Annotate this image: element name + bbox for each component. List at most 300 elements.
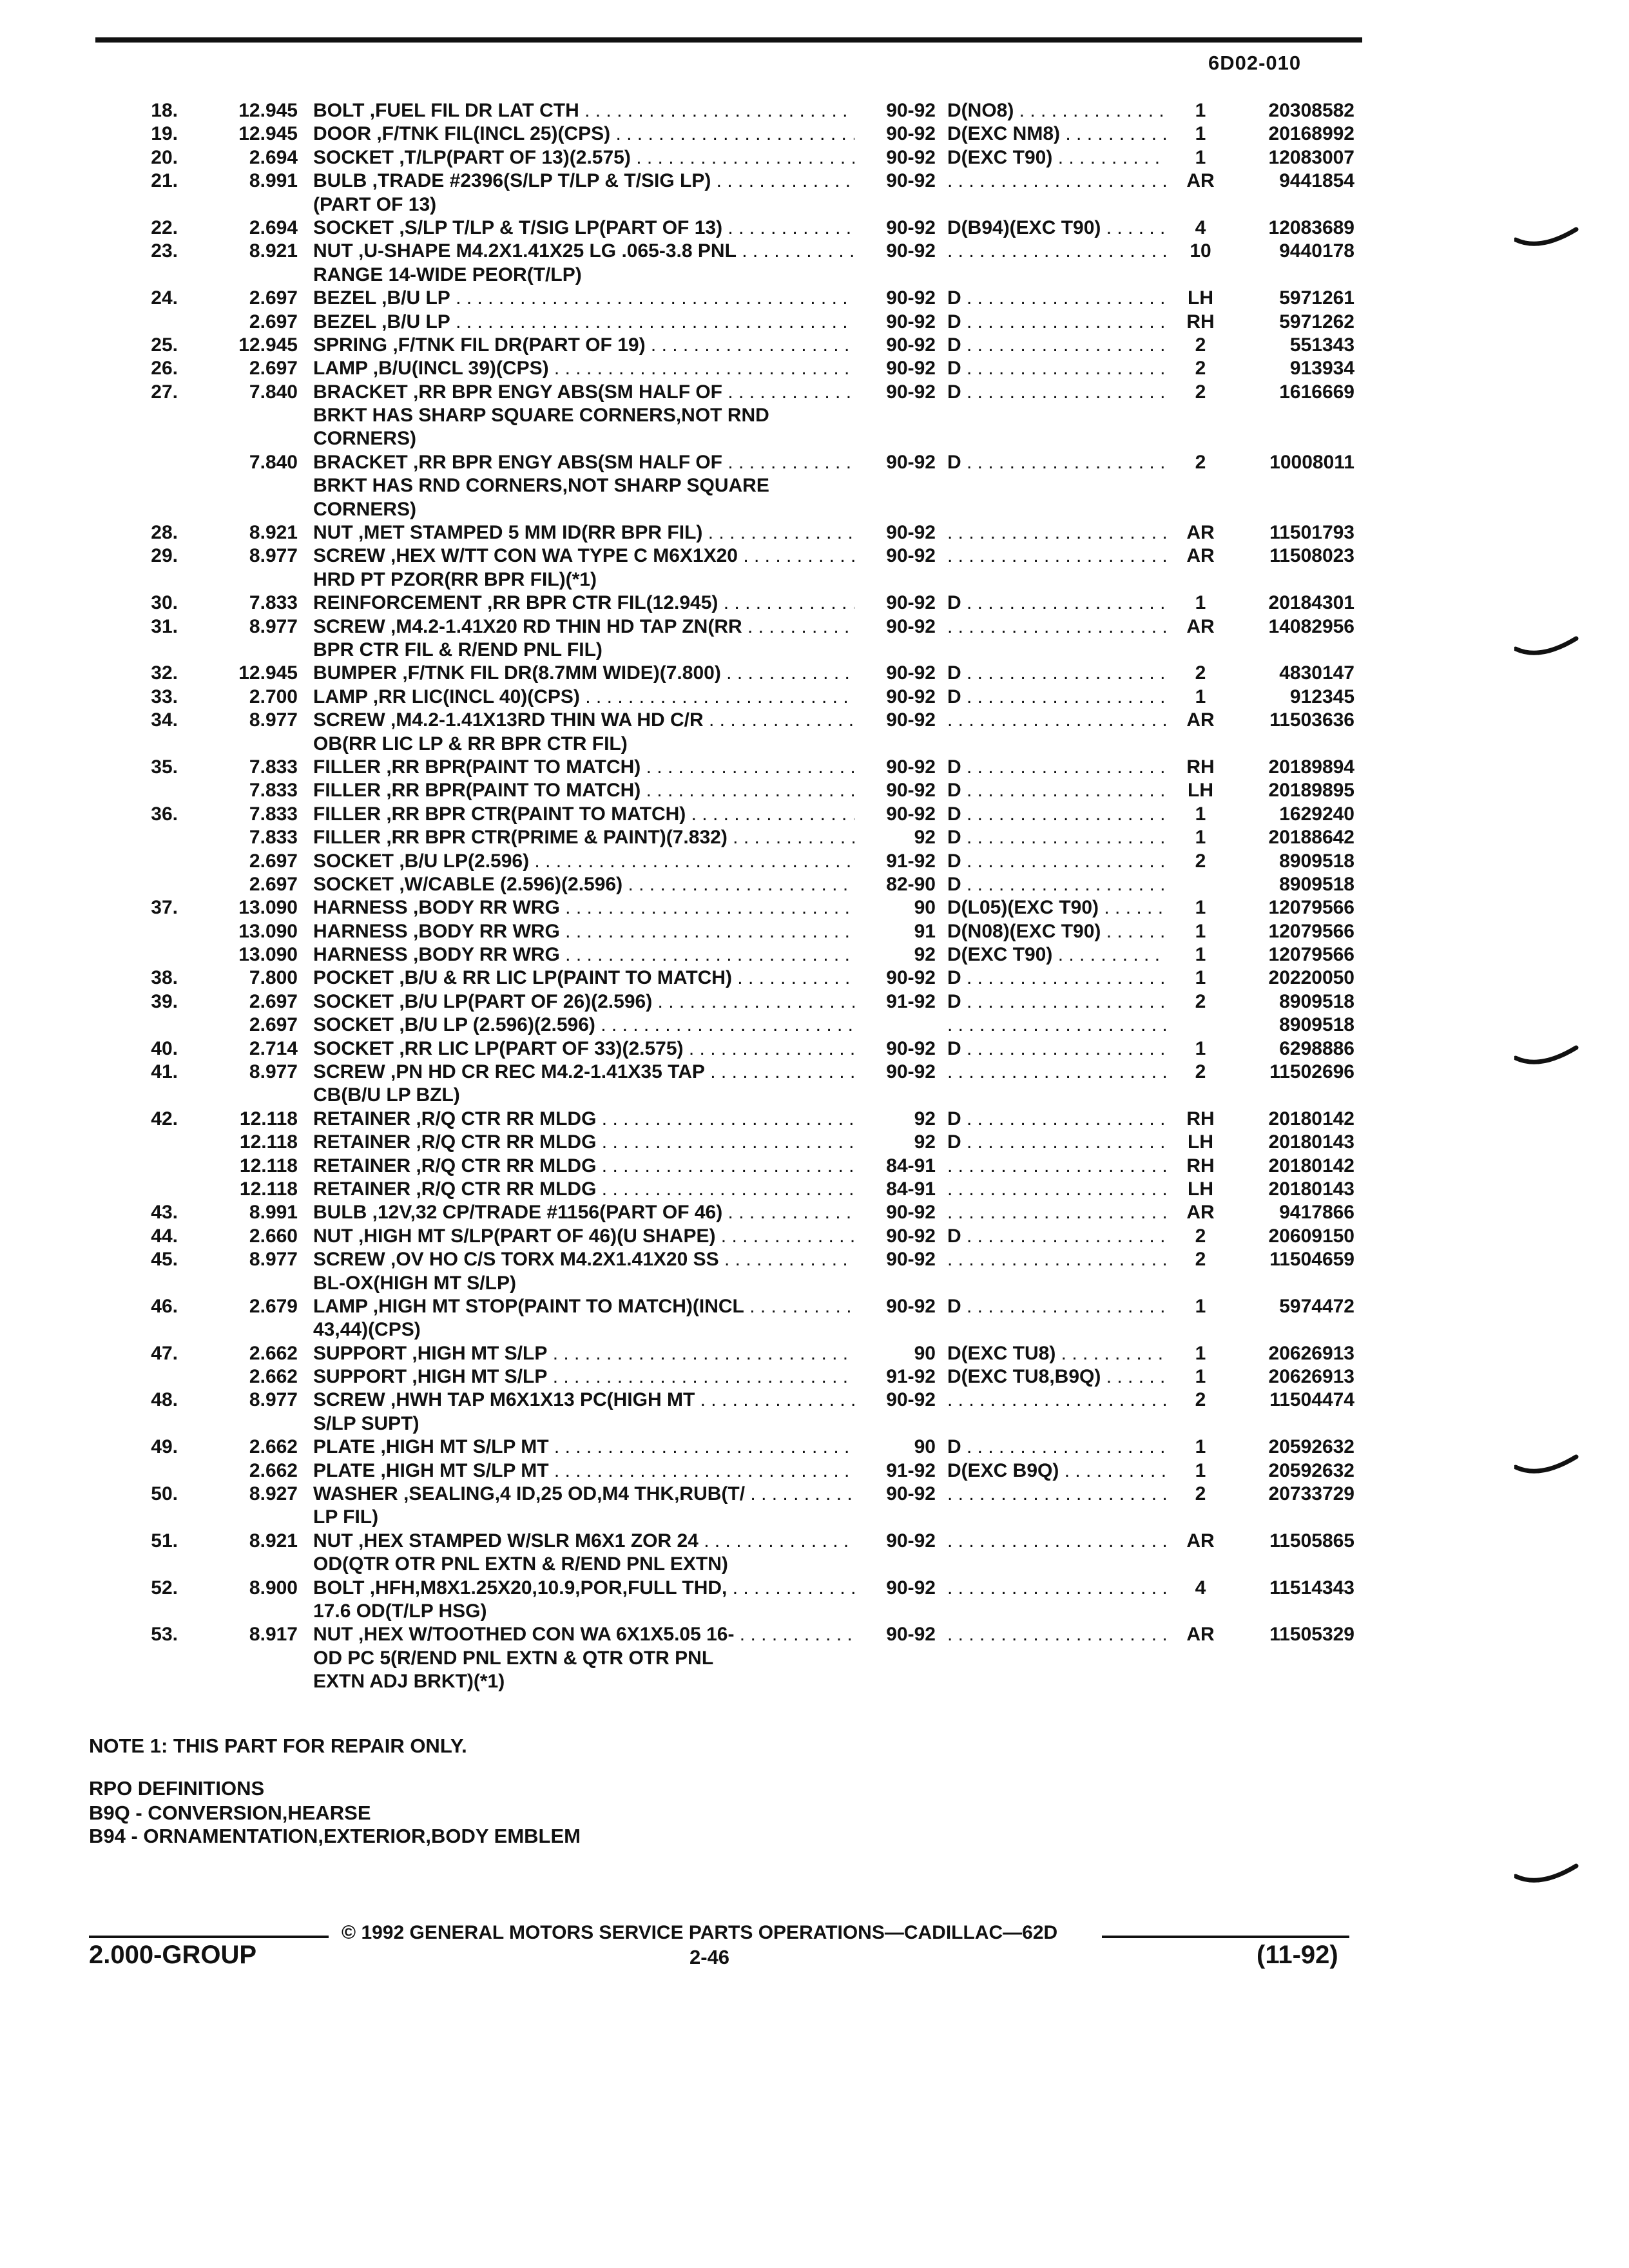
ref-number: 53. (151, 1624, 178, 1646)
part-number: 8909518 (1279, 873, 1354, 895)
part-description: NUT ,HEX STAMPED W/SLR M6X1 ZOR 24 . . . (313, 1530, 854, 1553)
table-row (0, 850, 1629, 873)
ref-number: 47. (151, 1342, 178, 1364)
part-description: BPR CTR FIL & R/END PNL FIL) (313, 639, 602, 660)
table-row-continuation (0, 1318, 1629, 1341)
group-number: 7.833 (249, 827, 298, 849)
rpo-code (947, 544, 1166, 568)
part-description: SOCKET ,S/LP T/LP & T/SIG LP(PART OF 13) . . . (313, 216, 854, 240)
rpo-code: D(EXC NM8) . . . (947, 122, 1166, 146)
model-years: 82-90 (886, 873, 936, 895)
repair-note: NOTE 1: THIS PART FOR REPAIR ONLY. (89, 1735, 467, 1757)
rpo-code: D . . . (947, 966, 1166, 990)
group-number: 7.840 (249, 381, 298, 403)
rpo-code: D . . . (947, 1436, 1166, 1459)
part-description: REINFORCEMENT ,RR BPR CTR FIL(12.945) . . . (313, 591, 854, 615)
binder-mark-icon (1514, 226, 1579, 251)
table-row-continuation (0, 639, 1629, 662)
quantity: 1 (1170, 943, 1231, 966)
quantity: 2 (1170, 451, 1231, 474)
quantity: AR (1170, 1623, 1231, 1646)
ref-number: 51. (151, 1530, 178, 1552)
part-description: 17.6 OD(T/LP HSG) (313, 1600, 487, 1622)
quantity: 2 (1170, 1225, 1231, 1248)
ref-number: 35. (151, 756, 178, 778)
rpo-code (947, 169, 1166, 193)
part-description: BOLT ,FUEL FIL DR LAT CTH . . . (313, 99, 854, 122)
table-row (0, 451, 1629, 474)
table-row (0, 1225, 1629, 1248)
model-years: 90-92 (886, 240, 936, 262)
group-number: 12.118 (239, 1178, 298, 1200)
part-description: 43,44)(CPS) (313, 1319, 421, 1341)
model-years: 90-92 (886, 545, 936, 567)
ref-number: 26. (151, 358, 178, 380)
model-years: 90-92 (886, 1530, 936, 1552)
rpo-code (947, 1623, 1166, 1646)
part-description: SCREW ,PN HD CR REC M4.2-1.41X35 TAP . . . (313, 1061, 854, 1084)
rpo-code: D . . . (947, 826, 1166, 849)
quantity: RH (1170, 756, 1231, 779)
part-description: BRACKET ,RR BPR ENGY ABS(SM HALF OF . . . (313, 451, 854, 474)
quantity: 2 (1170, 1248, 1231, 1271)
part-number: 5971261 (1279, 287, 1354, 309)
quantity: AR (1170, 1530, 1231, 1553)
group-number: 13.090 (238, 897, 298, 919)
table-row (0, 1201, 1629, 1224)
table-row-continuation (0, 404, 1629, 427)
table-row (0, 1248, 1629, 1271)
table-row (0, 334, 1629, 357)
model-years: 84-91 (886, 1155, 936, 1177)
model-years: 90-92 (886, 780, 936, 802)
model-years: 90-92 (886, 170, 936, 192)
quantity: 2 (1170, 381, 1231, 404)
quantity: 1 (1170, 591, 1231, 615)
ref-number: 44. (151, 1225, 178, 1247)
part-number: 20189894 (1268, 756, 1354, 778)
table-row (0, 1178, 1629, 1201)
model-years: 90-92 (886, 216, 936, 238)
group-number: 2.662 (249, 1366, 298, 1388)
part-number: 1629240 (1279, 803, 1354, 825)
group-number: 12.118 (239, 1108, 298, 1129)
quantity: AR (1170, 544, 1231, 568)
part-number: 20609150 (1268, 1225, 1354, 1247)
rpo-definition: B9Q - CONVERSION,HEARSE (89, 1802, 371, 1824)
footer-rule-right (1102, 1936, 1349, 1938)
table-row (0, 169, 1629, 193)
rpo-code: D . . . (947, 873, 1166, 896)
part-number: 12083689 (1268, 216, 1354, 238)
part-number: 20308582 (1268, 100, 1354, 121)
table-row (0, 1061, 1629, 1084)
model-years: 90-92 (886, 615, 936, 637)
part-number: 20168992 (1268, 123, 1354, 145)
ref-number: 20. (151, 146, 178, 168)
rpo-code: D(EXC TU8) . . . (947, 1342, 1166, 1365)
table-row (0, 1459, 1629, 1483)
quantity: 1 (1170, 1365, 1231, 1389)
part-number: 11508023 (1269, 545, 1354, 567)
table-row (0, 381, 1629, 404)
ref-number: 28. (151, 522, 178, 544)
part-description: BULB ,TRADE #2396(S/LP T/LP & T/SIG LP) . . . (313, 169, 854, 193)
ref-number: 18. (151, 100, 178, 121)
table-row (0, 1295, 1629, 1318)
rpo-code: D(EXC T90) . . . (947, 943, 1166, 966)
rpo-code (947, 1014, 1166, 1037)
ref-number: 23. (151, 240, 178, 262)
group-number: 8.900 (249, 1577, 298, 1599)
part-description: SCREW ,HWH TAP M6X1X13 PC(HIGH MT . . . (313, 1389, 854, 1412)
group-number: 12.945 (238, 334, 298, 356)
part-description: OD(QTR OTR PNL EXTN & R/END PNL EXTN) (313, 1553, 728, 1575)
group-number: 8.991 (249, 170, 298, 192)
part-number: 20220050 (1268, 967, 1354, 989)
model-years: 90-92 (886, 1225, 936, 1247)
table-row-continuation (0, 1084, 1629, 1107)
part-number: 12079566 (1268, 944, 1354, 966)
date-code: (11-92) (1257, 1941, 1338, 1969)
binder-mark-icon (1514, 635, 1579, 660)
part-description: CB(B/U LP BZL) (313, 1084, 460, 1106)
part-number: 8909518 (1279, 850, 1354, 872)
model-years: 84-91 (886, 1178, 936, 1200)
quantity: 4 (1170, 216, 1231, 240)
part-description: PLATE ,HIGH MT S/LP MT . . . (313, 1459, 854, 1483)
ref-number: 49. (151, 1436, 178, 1458)
part-description: BULB ,12V,32 CP/TRADE #1156(PART OF 46) . . . (313, 1201, 854, 1224)
table-row (0, 826, 1629, 849)
table-row-continuation (0, 1670, 1629, 1693)
part-description: BRKT HAS SHARP SQUARE CORNERS,NOT RND (313, 405, 769, 427)
model-years: 92 (914, 1108, 936, 1129)
model-years: 90-92 (886, 1061, 936, 1083)
part-description: OB(RR LIC LP & RR BPR CTR FIL) (313, 733, 628, 754)
rpo-code: D . . . (947, 287, 1166, 310)
table-row (0, 1155, 1629, 1178)
ref-number: 25. (151, 334, 178, 356)
rpo-code: D . . . (947, 451, 1166, 474)
table-row (0, 873, 1629, 896)
model-years: 90-92 (886, 1249, 936, 1271)
model-years: 90-92 (886, 287, 936, 309)
table-row (0, 1483, 1629, 1506)
quantity: 2 (1170, 1483, 1231, 1506)
part-number: 1616669 (1279, 381, 1354, 403)
quantity: 1 (1170, 1459, 1231, 1483)
group-number: 8.921 (249, 1530, 298, 1552)
part-number: 551343 (1289, 334, 1354, 356)
ref-number: 33. (151, 686, 178, 707)
rpo-code: D(EXC TU8,B9Q) . . . (947, 1365, 1166, 1389)
quantity: 2 (1170, 850, 1231, 873)
model-years: 91 (914, 920, 936, 942)
rpo-code: D . . . (947, 1131, 1166, 1154)
part-number: 11514343 (1269, 1577, 1354, 1599)
rpo-code (947, 240, 1166, 263)
ref-number: 52. (151, 1577, 178, 1599)
binder-mark-icon (1514, 1044, 1579, 1070)
ref-number: 31. (151, 615, 178, 637)
part-description: LAMP ,HIGH MT STOP(PAINT TO MATCH)(INCL . . . (313, 1295, 854, 1318)
rpo-code (947, 1483, 1166, 1506)
part-number: 20592632 (1268, 1436, 1354, 1458)
group-number: 13.090 (238, 920, 298, 942)
ref-number: 37. (151, 897, 178, 919)
table-row (0, 779, 1629, 802)
quantity: LH (1170, 287, 1231, 310)
group-number: 2.714 (249, 1037, 298, 1059)
quantity: 1 (1170, 826, 1231, 849)
quantity: 2 (1170, 334, 1231, 357)
part-number: 11505329 (1269, 1624, 1354, 1646)
table-row (0, 662, 1629, 685)
quantity: RH (1170, 1155, 1231, 1178)
table-row (0, 591, 1629, 615)
group-number: 8.977 (249, 709, 298, 731)
part-number: 8909518 (1279, 1014, 1354, 1036)
part-description: POCKET ,B/U & RR LIC LP(PAINT TO MATCH) . . . (313, 966, 854, 990)
quantity: 1 (1170, 1436, 1231, 1459)
quantity: RH (1170, 1108, 1231, 1131)
table-row-continuation (0, 1412, 1629, 1436)
parts-list (0, 99, 1629, 1694)
part-number: 20180142 (1268, 1155, 1354, 1177)
part-description: (PART OF 13) (313, 193, 437, 215)
part-number: 11503636 (1269, 709, 1354, 731)
part-number: 20180143 (1268, 1178, 1354, 1200)
part-description: FILLER ,RR BPR(PAINT TO MATCH) . . . (313, 756, 854, 779)
group-number: 8.977 (249, 545, 298, 567)
model-years: 92 (914, 827, 936, 849)
model-years: 90-92 (886, 1624, 936, 1646)
part-number: 20189895 (1268, 780, 1354, 802)
part-description: SOCKET ,RR LIC LP(PART OF 33)(2.575) . . . (313, 1037, 854, 1061)
quantity: 4 (1170, 1577, 1231, 1600)
page-code: 6D02-010 (1208, 52, 1302, 74)
model-years: 90-92 (886, 1202, 936, 1224)
group-number: 2.697 (249, 990, 298, 1012)
rpo-code (947, 1389, 1166, 1412)
table-row (0, 943, 1629, 966)
quantity: 2 (1170, 1061, 1231, 1084)
table-row (0, 521, 1629, 544)
footer-rule-left (89, 1936, 329, 1938)
ref-number: 42. (151, 1108, 178, 1129)
model-years: 90-92 (886, 100, 936, 121)
group-number: 7.833 (249, 780, 298, 802)
group-number: 2.697 (249, 873, 298, 895)
part-number: 9440178 (1279, 240, 1354, 262)
rpo-code (947, 1248, 1166, 1271)
ref-number: 48. (151, 1389, 178, 1411)
model-years: 90-92 (886, 756, 936, 778)
quantity: 1 (1170, 920, 1231, 943)
part-number: 12079566 (1268, 897, 1354, 919)
part-number: 20733729 (1268, 1483, 1354, 1505)
model-years: 90 (914, 1342, 936, 1364)
ref-number: 38. (151, 967, 178, 989)
rpo-code: D . . . (947, 803, 1166, 826)
part-number: 20184301 (1268, 592, 1354, 614)
part-description: NUT ,HEX W/TOOTHED CON WA 6X1X5.05 16- . . . (313, 1623, 854, 1646)
table-row (0, 1577, 1629, 1600)
table-row (0, 1530, 1629, 1553)
part-description: SCREW ,HEX W/TT CON WA TYPE C M6X1X20 . . . (313, 544, 854, 568)
ref-number: 29. (151, 545, 178, 567)
quantity: AR (1170, 1201, 1231, 1224)
quantity: AR (1170, 169, 1231, 193)
part-description: SPRING ,F/TNK FIL DR(PART OF 19) . . . (313, 334, 854, 357)
rpo-code: D . . . (947, 591, 1166, 615)
part-description: RETAINER ,R/Q CTR RR MLDG . . . (313, 1108, 854, 1131)
group-number: 2.660 (249, 1225, 298, 1247)
table-row-continuation (0, 474, 1629, 497)
ref-number: 41. (151, 1061, 178, 1083)
group-number: 2.694 (249, 216, 298, 238)
ref-number: 22. (151, 216, 178, 238)
rpo-code: D(EXC B9Q) . . . (947, 1459, 1166, 1483)
model-years: 90-92 (886, 451, 936, 473)
table-row (0, 686, 1629, 709)
part-description: NUT ,U-SHAPE M4.2X1.41X25 LG .065-3.8 PNL . . . (313, 240, 854, 263)
part-number: 10008011 (1269, 451, 1354, 473)
table-row-continuation (0, 733, 1629, 756)
table-row-continuation (0, 1506, 1629, 1529)
quantity: AR (1170, 615, 1231, 639)
part-number: 8909518 (1279, 990, 1354, 1012)
part-number: 12079566 (1268, 920, 1354, 942)
part-description: CORNERS) (313, 498, 417, 520)
model-years: 90 (914, 1436, 936, 1458)
part-number: 4830147 (1279, 662, 1354, 684)
table-row (0, 240, 1629, 263)
model-years: 90-92 (886, 1037, 936, 1059)
rpo-code: D(B94)(EXC T90) . . . (947, 216, 1166, 240)
part-description: SOCKET ,B/U LP(PART OF 26)(2.596) . . . (313, 990, 854, 1014)
model-years: 90-92 (886, 381, 936, 403)
group-number: 8.927 (249, 1483, 298, 1505)
model-years: 91-92 (886, 1366, 936, 1388)
table-row (0, 920, 1629, 943)
part-description: CORNERS) (313, 428, 417, 450)
quantity: AR (1170, 521, 1231, 544)
model-years: 90-92 (886, 146, 936, 168)
table-row (0, 216, 1629, 240)
ref-number: 36. (151, 803, 178, 825)
table-row (0, 287, 1629, 310)
part-description: FILLER ,RR BPR(PAINT TO MATCH) . . . (313, 779, 854, 802)
table-row (0, 896, 1629, 919)
quantity: 10 (1170, 240, 1231, 263)
part-description: LP FIL) (313, 1506, 379, 1528)
part-description: SOCKET ,B/U LP (2.596)(2.596) . . . (313, 1014, 854, 1037)
table-row-continuation (0, 1600, 1629, 1623)
part-description: BOLT ,HFH,M8X1.25X20,10.9,POR,FULL THD, . . . (313, 1577, 854, 1600)
quantity: 1 (1170, 1037, 1231, 1061)
table-row (0, 544, 1629, 568)
part-description: RETAINER ,R/Q CTR RR MLDG . . . (313, 1155, 854, 1178)
quantity: LH (1170, 1178, 1231, 1201)
part-number: 20188642 (1268, 827, 1354, 849)
part-number: 11501793 (1269, 522, 1354, 544)
group-number: 8.977 (249, 1061, 298, 1083)
table-row-continuation (0, 498, 1629, 521)
part-number: 9441854 (1279, 170, 1354, 192)
model-years: 90-92 (886, 803, 936, 825)
ref-number: 46. (151, 1295, 178, 1317)
part-description: HRD PT PZOR(RR BPR FIL)(*1) (313, 568, 597, 590)
part-description: FILLER ,RR BPR CTR(PAINT TO MATCH) . . . (313, 803, 854, 826)
quantity: LH (1170, 1131, 1231, 1154)
table-row (0, 99, 1629, 122)
part-description: HARNESS ,BODY RR WRG . . . (313, 920, 854, 943)
quantity: AR (1170, 709, 1231, 732)
part-number: 5974472 (1279, 1295, 1354, 1317)
rpo-code: D . . . (947, 990, 1166, 1014)
quantity: 2 (1170, 990, 1231, 1014)
part-description: BEZEL ,B/U LP . . . (313, 287, 854, 310)
group-number: 2.662 (249, 1436, 298, 1458)
rpo-code (947, 1155, 1166, 1178)
rpo-code: D . . . (947, 1225, 1166, 1248)
quantity: 2 (1170, 1389, 1231, 1412)
model-years: 91-92 (886, 1459, 936, 1481)
part-description: SOCKET ,B/U LP(2.596) . . . (313, 850, 854, 873)
rpo-definitions-heading: RPO DEFINITIONS (89, 1777, 265, 1800)
quantity: 1 (1170, 1342, 1231, 1365)
quantity: 1 (1170, 122, 1231, 146)
group-number: 2.697 (249, 311, 298, 332)
group-number: 8.921 (249, 522, 298, 544)
group-number: 2.694 (249, 146, 298, 168)
table-row-continuation (0, 264, 1629, 287)
rpo-code: D . . . (947, 1295, 1166, 1318)
table-row (0, 1389, 1629, 1412)
rpo-code: D . . . (947, 756, 1166, 779)
part-number: 11504659 (1269, 1249, 1354, 1271)
part-description: BRKT HAS RND CORNERS,NOT SHARP SQUARE (313, 475, 769, 497)
rpo-code (947, 1577, 1166, 1600)
model-years: 90-92 (886, 311, 936, 332)
part-description: SUPPORT ,HIGH MT S/LP . . . (313, 1342, 854, 1365)
ref-number: 19. (151, 123, 178, 145)
group-number: 2.700 (249, 686, 298, 707)
part-description: S/LP SUPT) (313, 1412, 419, 1434)
table-row (0, 1131, 1629, 1154)
model-years: 90-92 (886, 967, 936, 989)
group-number: 2.697 (249, 850, 298, 872)
table-row (0, 1342, 1629, 1365)
part-description: HARNESS ,BODY RR WRG . . . (313, 896, 854, 919)
model-years: 90-92 (886, 358, 936, 380)
model-years: 90 (914, 897, 936, 919)
quantity: LH (1170, 779, 1231, 802)
rpo-code: D . . . (947, 1037, 1166, 1061)
ref-number: 32. (151, 662, 178, 684)
group-number: 8.991 (249, 1202, 298, 1224)
part-number: 12083007 (1268, 146, 1354, 168)
rpo-code (947, 1530, 1166, 1553)
part-description: BEZEL ,B/U LP . . . (313, 311, 854, 334)
rpo-code: D . . . (947, 850, 1166, 873)
part-number: 11502696 (1269, 1061, 1354, 1083)
table-row (0, 709, 1629, 732)
part-description: SCREW ,OV HO C/S TORX M4.2X1.41X20 SS . . . (313, 1248, 854, 1271)
table-row (0, 1014, 1629, 1037)
